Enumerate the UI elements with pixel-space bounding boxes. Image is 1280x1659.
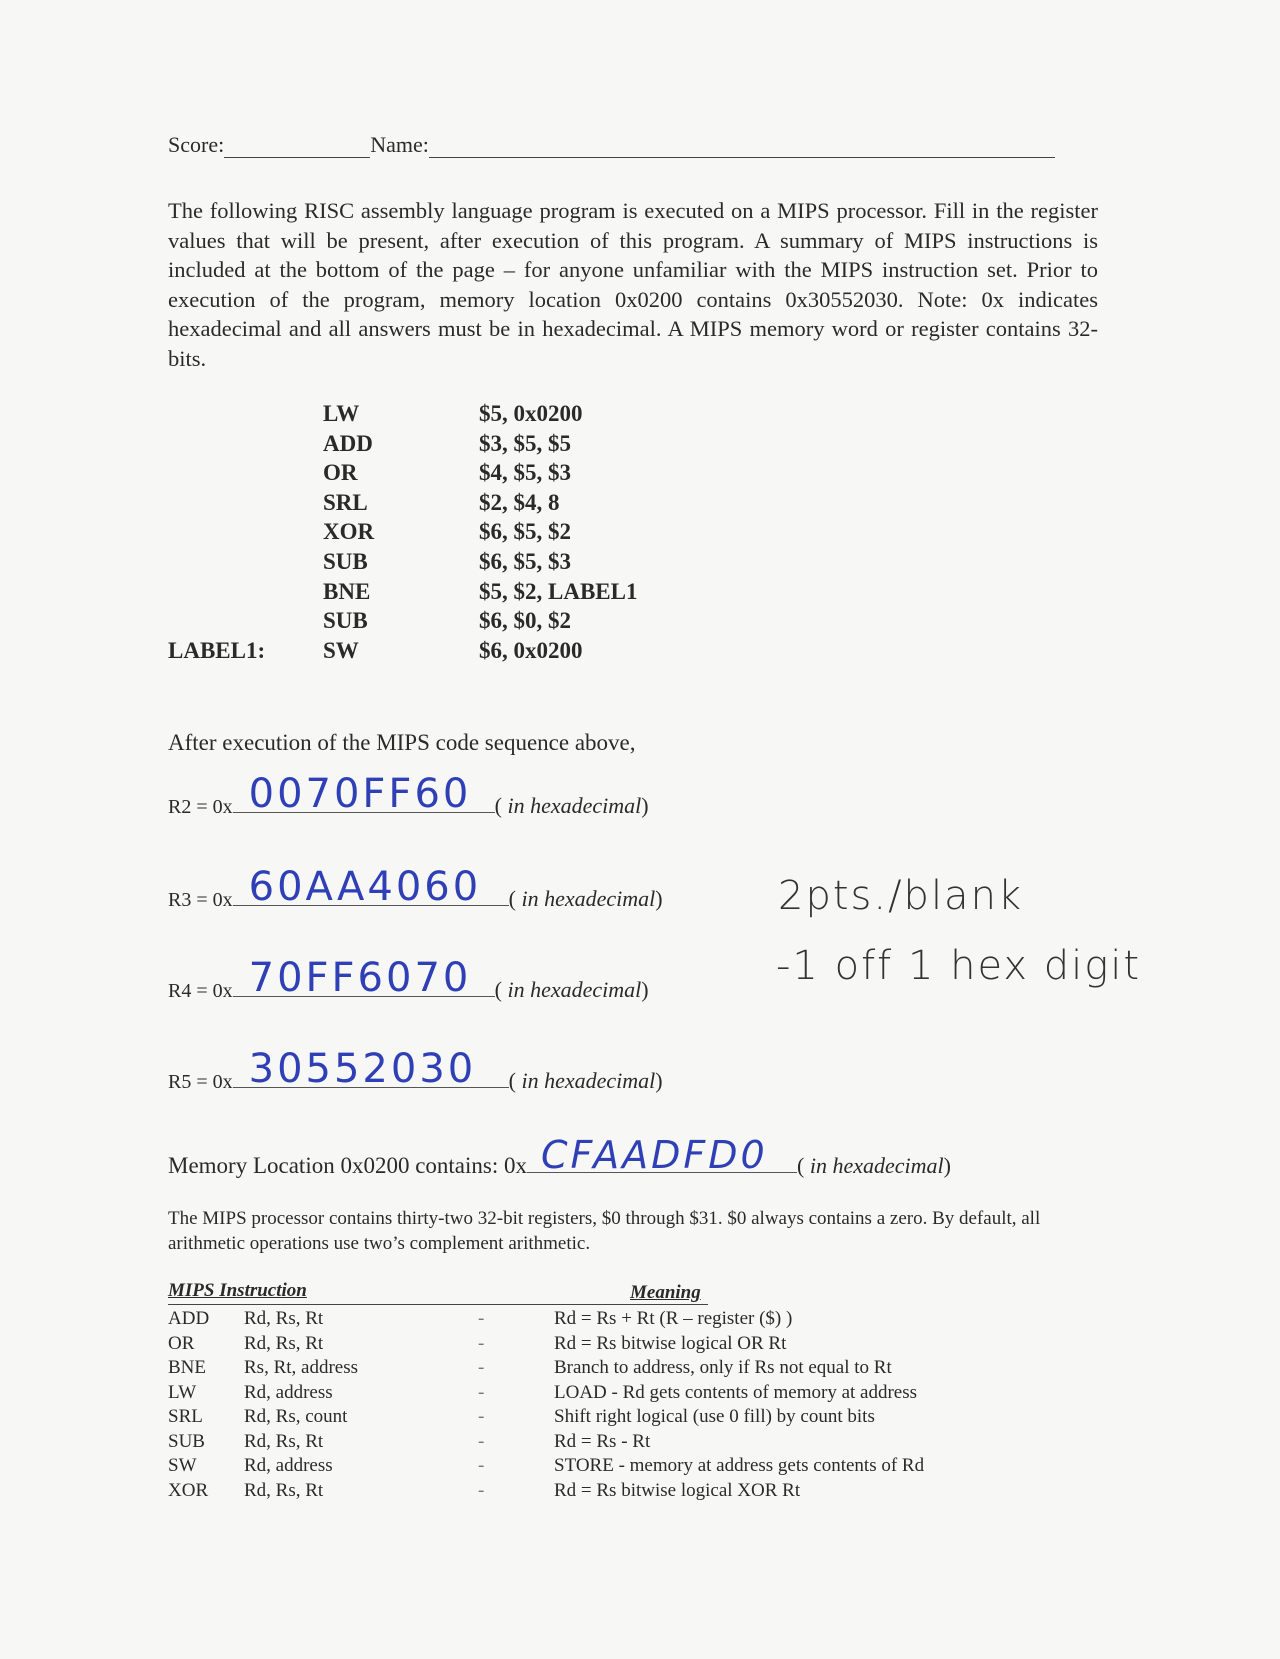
grading-note-points: 2pts./blank <box>778 873 1024 919</box>
line-opcode: SUB <box>323 608 368 634</box>
handwritten-answer: 30552030 <box>248 1046 477 1092</box>
row-dash: - <box>478 1479 485 1501</box>
answer-r4 <box>168 955 649 1003</box>
answer-prefix: R2 = 0x <box>168 796 233 818</box>
memory-prefix: Memory Location 0x0200 contains: 0x <box>168 1153 527 1178</box>
answer-suffix: ( in hexadecimal) <box>494 977 649 1002</box>
answer-prefix: R4 = 0x <box>168 980 233 1002</box>
line-operands: $5, $2, LABEL1 <box>479 578 638 604</box>
memory-blank[interactable] <box>527 1133 797 1177</box>
answer-blank[interactable] <box>233 1046 509 1092</box>
answer-blank[interactable] <box>233 955 495 1001</box>
row-operands: Rd, address <box>244 1381 333 1403</box>
row-dash: - <box>478 1430 485 1452</box>
row-operands: Rd, Rs, count <box>244 1406 348 1427</box>
line-operands: $2, $4, 8 <box>479 489 560 515</box>
answer-prefix: R5 = 0x <box>168 1071 233 1093</box>
row-dash: - <box>478 1381 485 1403</box>
row-meaning: Shift right logical (use 0 fill) by count bits <box>554 1406 875 1427</box>
table-row <box>168 1308 1028 1332</box>
program-line <box>168 606 728 636</box>
row-operands: Rd, Rs, Rt <box>244 1332 324 1354</box>
line-operands: $3, $5, $5 <box>479 430 571 456</box>
row-operands: Rd, Rs, Rt <box>244 1430 324 1452</box>
handwritten-answer: 70FF6070 <box>248 955 472 1001</box>
name-label: Name: <box>370 132 429 157</box>
row-operands: Rd, Rs, Rt <box>244 1479 324 1501</box>
row-meaning: Rd = Rs bitwise logical OR Rt <box>554 1332 787 1354</box>
table-row <box>168 1382 1028 1406</box>
table-row <box>168 1480 1028 1504</box>
table-header-instruction: MIPS Instruction <box>168 1280 307 1301</box>
line-operands: $6, 0x0200 <box>479 637 583 663</box>
table-row <box>168 1333 1028 1357</box>
row-opcode: ADD <box>168 1308 210 1329</box>
line-opcode: LW <box>323 401 360 426</box>
score-blank <box>224 135 370 158</box>
row-opcode: BNE <box>168 1357 206 1378</box>
row-operands: Rs, Rt, address <box>244 1357 358 1378</box>
row-opcode: SUB <box>168 1430 205 1452</box>
answer-suffix: ( in hexadecimal) <box>508 1068 663 1093</box>
row-meaning: Branch to address, only if Rs not equal to Rt <box>554 1357 892 1378</box>
table-header-rule <box>168 1304 708 1305</box>
row-opcode: SRL <box>168 1406 203 1427</box>
table-row <box>168 1406 1028 1430</box>
score-label: Score: <box>168 132 225 157</box>
answer-r3 <box>168 864 663 912</box>
row-operands: Rd, address <box>244 1455 333 1476</box>
after-text: After execution of the MIPS code sequence above, <box>168 730 636 755</box>
program-line <box>168 577 728 607</box>
program-line <box>168 458 728 488</box>
name-blank <box>429 135 1055 158</box>
line-operands: $6, $0, $2 <box>479 608 571 634</box>
answer-prefix: R3 = 0x <box>168 889 233 911</box>
answer-r2 <box>168 771 649 819</box>
line-opcode: OR <box>323 460 358 486</box>
table-row <box>168 1357 1028 1381</box>
program-line <box>168 636 728 666</box>
program-line <box>168 429 728 459</box>
line-opcode: XOR <box>323 519 375 545</box>
line-opcode: BNE <box>323 578 371 604</box>
line-opcode: SRL <box>323 489 368 515</box>
row-opcode: XOR <box>168 1479 209 1501</box>
register-description: The MIPS processor contains thirty-two 32-bit registers, $0 through $31. $0 always contains a zero. By default, all arithmetic operations use two’s complement arithmetic. <box>168 1208 1041 1254</box>
header-row <box>168 132 1055 158</box>
row-opcode: SW <box>168 1455 197 1476</box>
row-meaning: Rd = Rs bitwise logical XOR Rt <box>554 1479 801 1501</box>
answer-blank[interactable] <box>233 771 495 817</box>
handwritten-answer: 0070FF60 <box>248 771 472 817</box>
row-operands: Rd, Rs, Rt <box>244 1308 324 1329</box>
table-row <box>168 1431 1028 1455</box>
program-line <box>168 547 728 577</box>
row-opcode: LW <box>168 1381 197 1403</box>
line-opcode: SUB <box>323 548 368 574</box>
memory-answer <box>168 1133 951 1179</box>
row-meaning: Rd = Rs - Rt <box>554 1430 651 1452</box>
answer-suffix: ( in hexadecimal) <box>508 886 663 911</box>
row-dash: - <box>478 1308 485 1329</box>
line-opcode: SW <box>323 637 359 663</box>
answer-blank[interactable] <box>233 864 509 910</box>
program-line <box>168 517 728 547</box>
handwritten-memory-value: CFAADFD0 <box>541 1133 768 1177</box>
line-operands: $5, 0x0200 <box>479 401 583 426</box>
row-dash: - <box>478 1455 485 1476</box>
row-meaning: Rd = Rs + Rt (R – register ($) ) <box>554 1308 793 1329</box>
row-dash: - <box>478 1332 485 1354</box>
grading-note-penalty: -1 off 1 hex digit <box>776 943 1142 989</box>
answer-r5 <box>168 1046 663 1094</box>
row-dash: - <box>478 1357 485 1378</box>
line-operands: $6, $5, $3 <box>479 548 571 574</box>
row-meaning: LOAD - Rd gets contents of memory at address <box>554 1381 918 1403</box>
answer-suffix: ( in hexadecimal) <box>494 793 649 818</box>
program-listing <box>168 399 728 665</box>
row-dash: - <box>478 1406 485 1427</box>
table-header-meaning: Meaning <box>630 1282 701 1303</box>
intro-paragraph: The following RISC assembly language program is executed on a MIPS processor. Fill in the register values that will be present, after execution of this program. A summary of MIPS instructions is included at the bottom of the page – for anyone unfamiliar with the MIPS instruction set. Prior to execution of the program, memory location 0x0200 contains 0x30552030. Note: 0x indicates hexadecimal and all answers must be in hexadecimal. A MIPS memory word or register contains 32-bits. <box>168 198 1098 371</box>
row-opcode: OR <box>168 1332 195 1354</box>
handwritten-answer: 60AA4060 <box>248 864 482 910</box>
line-opcode: ADD <box>323 430 373 456</box>
row-meaning: STORE - memory at address gets contents of Rd <box>554 1455 925 1476</box>
table-row <box>168 1455 1028 1479</box>
line-operands: $4, $5, $3 <box>479 460 571 486</box>
program-line <box>168 399 728 429</box>
line-operands: $6, $5, $2 <box>479 519 571 545</box>
program-line <box>168 488 728 518</box>
memory-suffix: ( in hexadecimal) <box>797 1153 951 1178</box>
line-label: LABEL1: <box>168 637 266 663</box>
